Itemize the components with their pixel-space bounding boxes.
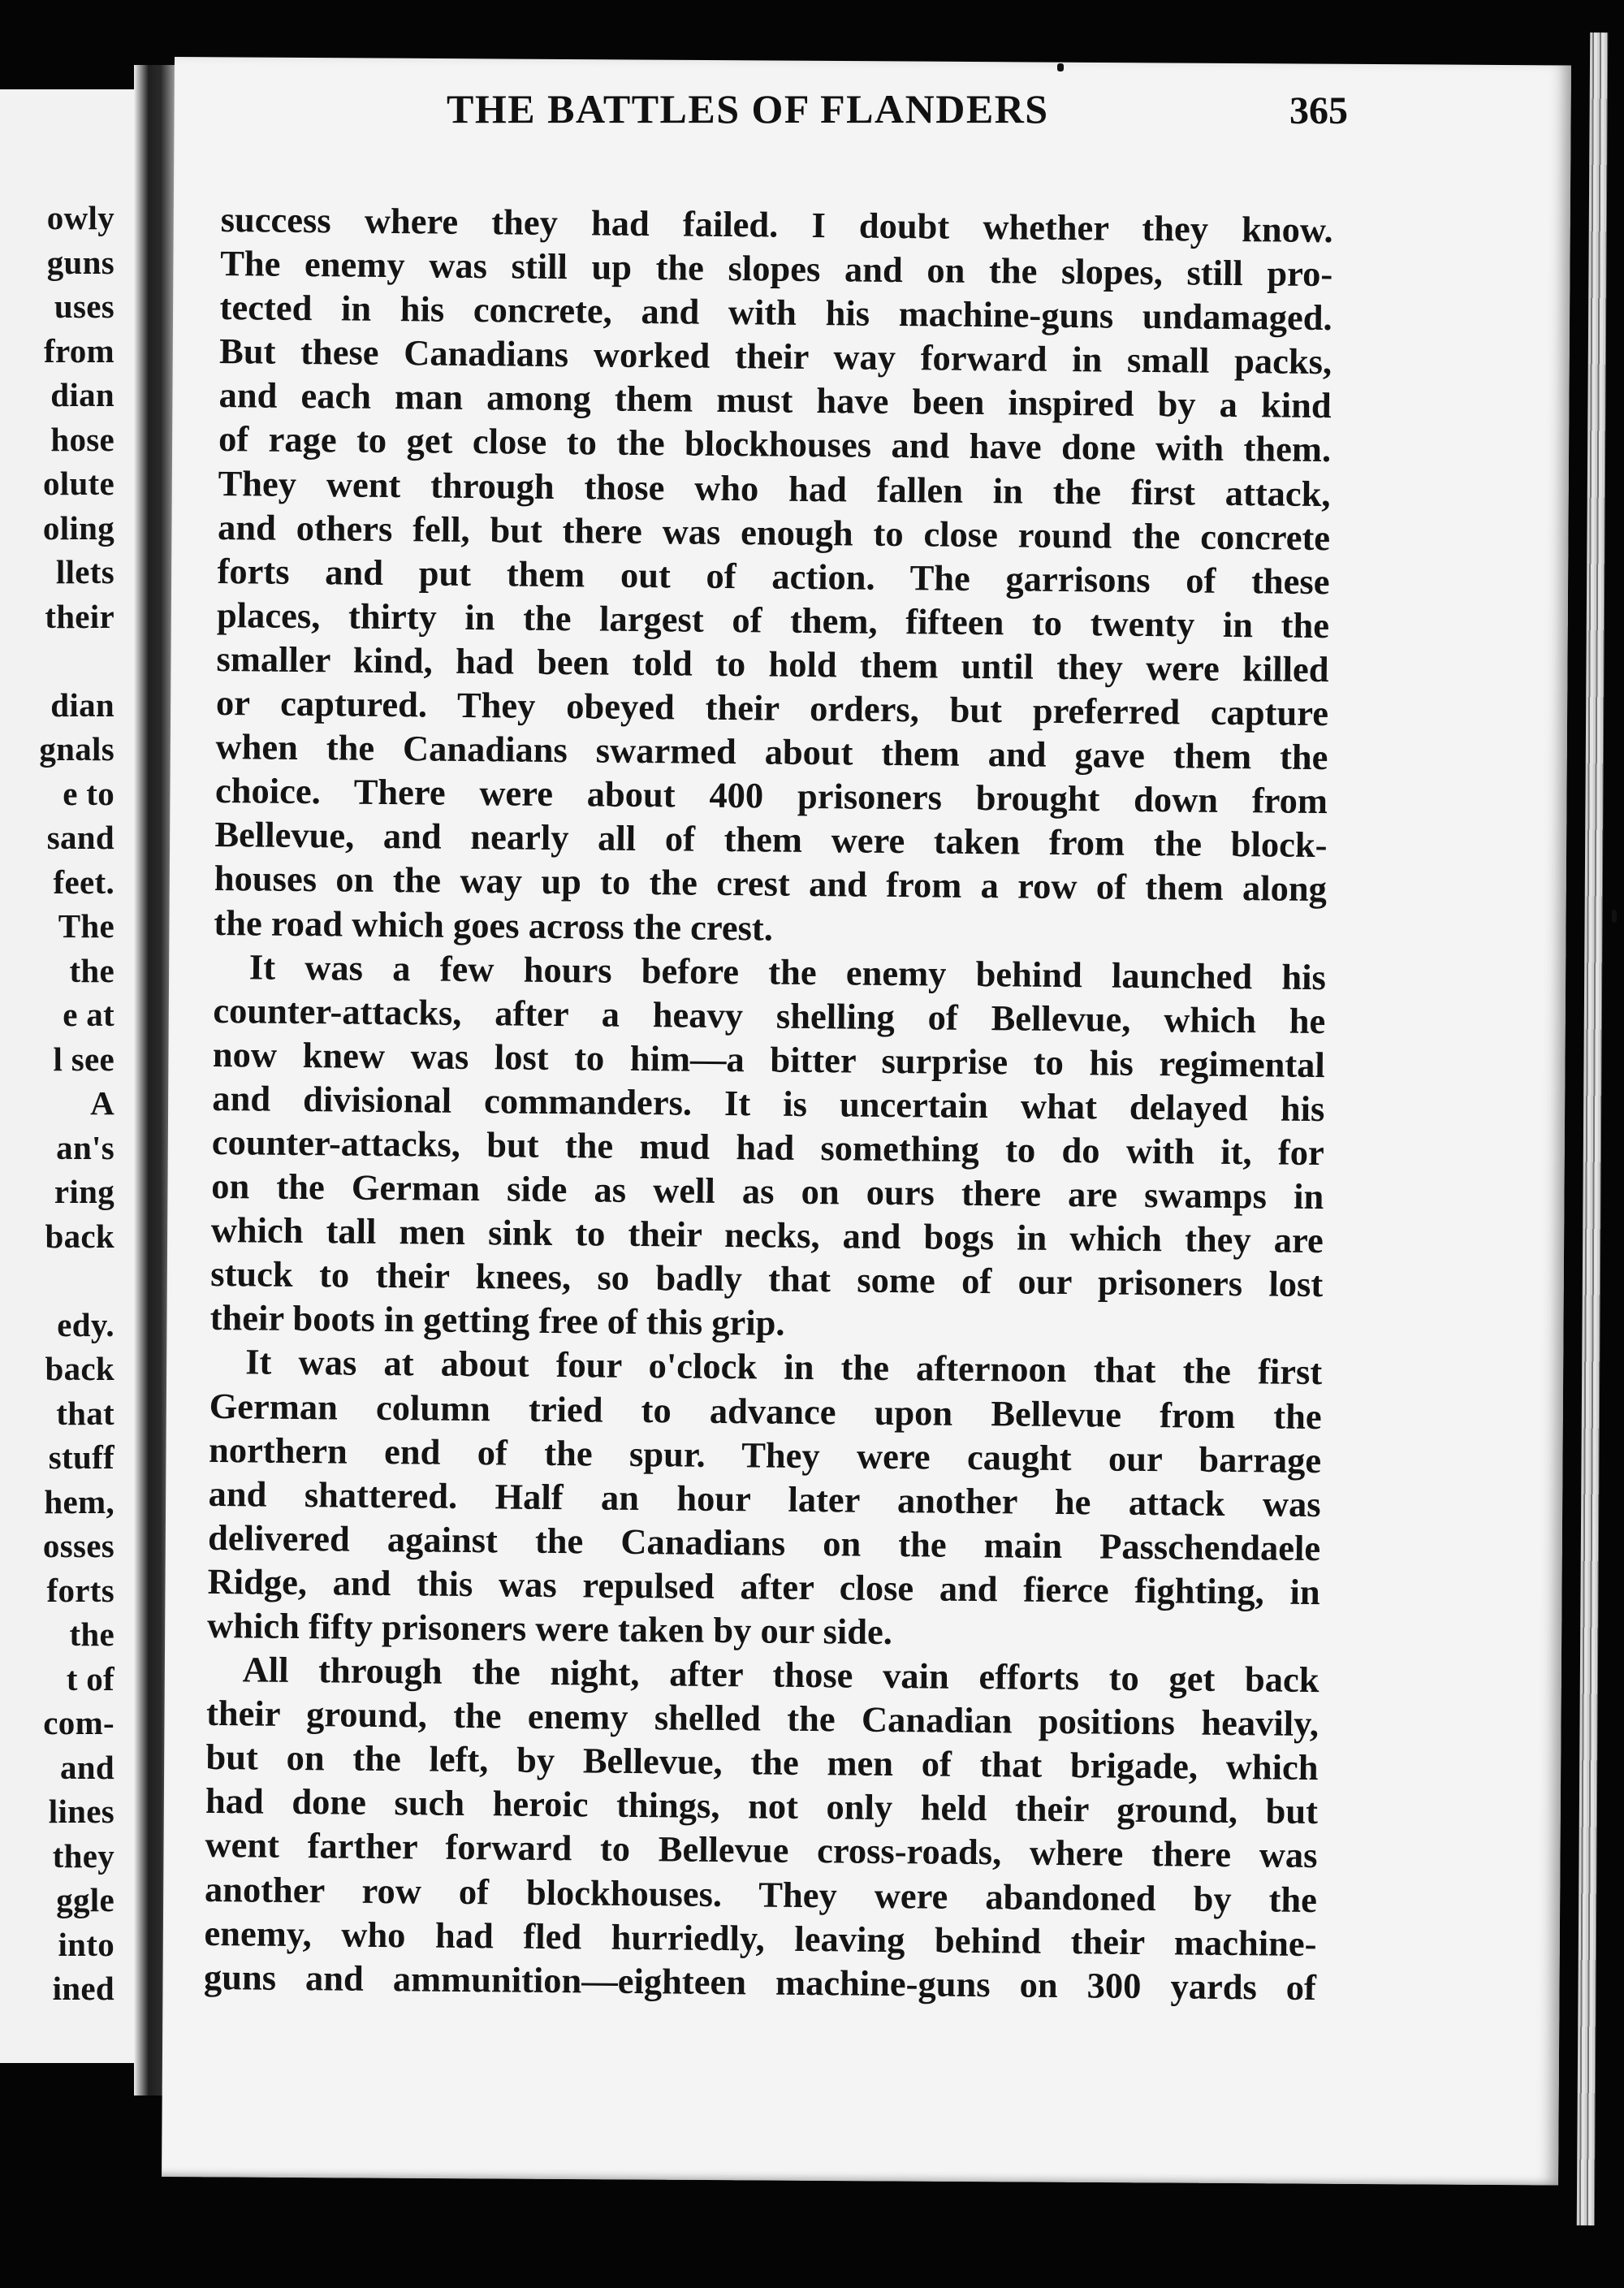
facing-page-fragment: e to xyxy=(63,774,114,812)
text-line: went farther forward to Bellevue cross-roads, where there was xyxy=(205,1824,1318,1876)
facing-page-fragment: back xyxy=(45,1217,114,1255)
facing-page-fragment: dian xyxy=(50,686,114,724)
text-line: All through the night, after those vain efforts to get back xyxy=(242,1649,1320,1701)
facing-page-fragment: The xyxy=(58,907,114,945)
text-line: places, thirty in the largest of them, fifteen to twenty in the xyxy=(216,594,1330,646)
text-line: on the German side as well as on ours there are swamps in xyxy=(211,1166,1324,1218)
text-line: It was at about four o'clock in the afternoon that the first xyxy=(244,1341,1323,1393)
text-line: Bellevue, and nearly all of them were taken from the block- xyxy=(214,814,1328,866)
text-line: their boots in getting free of this grip. xyxy=(209,1297,785,1344)
facing-page-fragment: ring xyxy=(54,1173,114,1210)
facing-page-fragment: back xyxy=(45,1350,114,1387)
facing-page-fragment: t of xyxy=(66,1659,114,1698)
text-line: the road which goes across the crest. xyxy=(214,902,774,949)
text-line: had done such heroic things, not only held their ground, but xyxy=(205,1780,1319,1832)
text-line: now knew was lost to him—a bitter surprise to his regimental xyxy=(212,1033,1326,1085)
facing-page-fragment: com- xyxy=(43,1704,114,1741)
facing-page-fragment: they xyxy=(52,1836,114,1875)
facing-page-fragment: feet. xyxy=(53,863,114,901)
facing-page-fragment: e at xyxy=(63,996,114,1033)
facing-page-fragment: hose xyxy=(50,420,114,458)
scan-speck xyxy=(1057,63,1064,71)
text-line: tected in his concrete, and with his machine-guns undamaged. xyxy=(219,287,1332,339)
text-line: counter-attacks, but the mud had something to do with it, for xyxy=(211,1121,1325,1174)
text-line: their ground, the enemy shelled the Canadian positions heavily, xyxy=(205,1693,1320,1745)
text-line: German column tried to advance upon Bellevue from the xyxy=(209,1385,1322,1437)
facing-page-fragment: into xyxy=(58,1925,114,1963)
facing-page-fragment: osses xyxy=(42,1527,114,1564)
facing-page-fragment: ined xyxy=(52,1970,114,2007)
facing-page-fragment: A xyxy=(90,1084,114,1122)
facing-page-fragment: their xyxy=(45,597,114,635)
text-line: smaller kind, had been told to hold them until they were killed xyxy=(216,638,1329,690)
text-line: or captured. They obeyed their orders, but preferred capture xyxy=(215,682,1329,734)
facing-page-fragment: sand xyxy=(46,819,114,856)
text-line: delivered against the Canadians on the main Passchendaele xyxy=(207,1516,1321,1568)
page-edge xyxy=(1577,32,1608,2225)
text-line: and others fell, but there was enough to close round the concrete xyxy=(217,506,1331,558)
facing-page-fragment: the xyxy=(69,951,114,989)
facing-page-fragment: l see xyxy=(53,1040,114,1078)
facing-page-fragment: uses xyxy=(54,288,114,325)
facing-page-fragment: llets xyxy=(55,553,114,590)
text-line: another row of blockhouses. They were abandoned by the xyxy=(204,1868,1318,1920)
running-title: THE BATTLES OF FLANDERS xyxy=(447,86,1049,132)
text-line: success where they had failed. I doubt whether they know. xyxy=(220,198,1333,251)
body-text xyxy=(204,197,1333,2009)
text-line: and shattered. Half an hour later another he attack was xyxy=(208,1473,1321,1525)
text-line: of rage to get close to the blockhouses and have done with them. xyxy=(218,418,1332,470)
scan-speck xyxy=(1612,910,1617,923)
facing-page-fragment: hem, xyxy=(44,1482,114,1520)
facing-page-fragment: edy. xyxy=(57,1305,114,1343)
facing-page-fragment: oling xyxy=(42,508,114,547)
facing-page-fragment: dian xyxy=(50,376,114,413)
text-line: and divisional commanders. It is uncertain what delayed his xyxy=(212,1077,1325,1129)
text-line: houses on the way up to the crest and from a row of them along xyxy=(214,858,1328,910)
text-line: Ridge, and this was repulsed after close and fierce fighting, in xyxy=(207,1560,1320,1612)
facing-page xyxy=(0,89,142,2063)
text-line: enemy, who had fled hurriedly, leaving behind their machine- xyxy=(204,1912,1317,1964)
facing-page-fragment: that xyxy=(56,1394,114,1432)
text-line: when the Canadians swarmed about them and gave them the xyxy=(215,726,1328,778)
text-line: forts and put them out of action. The garrisons of these xyxy=(217,550,1330,602)
facing-page-fragment: gnals xyxy=(39,730,114,768)
text-line: But these Canadians worked their way forward in small packs, xyxy=(218,331,1332,383)
text-line: and each man among them must have been inspired by a kind xyxy=(218,374,1332,426)
text-line: counter-attacks, after a heavy shelling of Bellevue, which he xyxy=(213,989,1326,1041)
text-line: It was a few hours before the enemy behind launched his xyxy=(248,945,1327,997)
facing-page-fragment: forts xyxy=(46,1571,114,1609)
facing-page-fragment: from xyxy=(44,331,114,370)
facing-page-fragment: olute xyxy=(42,465,114,502)
page-header xyxy=(276,85,1348,142)
text-line: The enemy was still up the slopes and on the slopes, still pro- xyxy=(219,243,1333,295)
facing-page-fragment: the xyxy=(69,1615,114,1653)
facing-page-fragment: stuff xyxy=(48,1438,114,1476)
facing-page-fragment: an's xyxy=(56,1128,114,1166)
text-line: northern end of the spur. They were caught our barrage xyxy=(208,1429,1322,1481)
facing-page-fragment: and xyxy=(59,1748,114,1786)
page-number: 365 xyxy=(1289,89,1348,132)
facing-page-fragment: owly xyxy=(46,199,114,236)
text-line: which tall men sink to their necks, and bogs in which they are xyxy=(210,1209,1324,1261)
text-line: choice. There were about 400 prisoners brought down from xyxy=(214,770,1328,822)
facing-page-fragment: ggle xyxy=(56,1881,114,1918)
facing-page-fragment: lines xyxy=(48,1793,114,1830)
text-line: which fifty prisoners were taken by our side. xyxy=(206,1604,893,1653)
text-line: guns and ammunition—eighteen machine-guns on 300 yards of xyxy=(203,1956,1317,2008)
facing-page-fragment: guns xyxy=(46,243,114,281)
text-line: They went through those who had fallen in the first attack, xyxy=(218,462,1331,514)
text-line: but on the left, by Bellevue, the men of that brigade, which xyxy=(205,1737,1319,1788)
text-line: stuck to their knees, so badly that some of our prisoners lost xyxy=(210,1253,1324,1305)
